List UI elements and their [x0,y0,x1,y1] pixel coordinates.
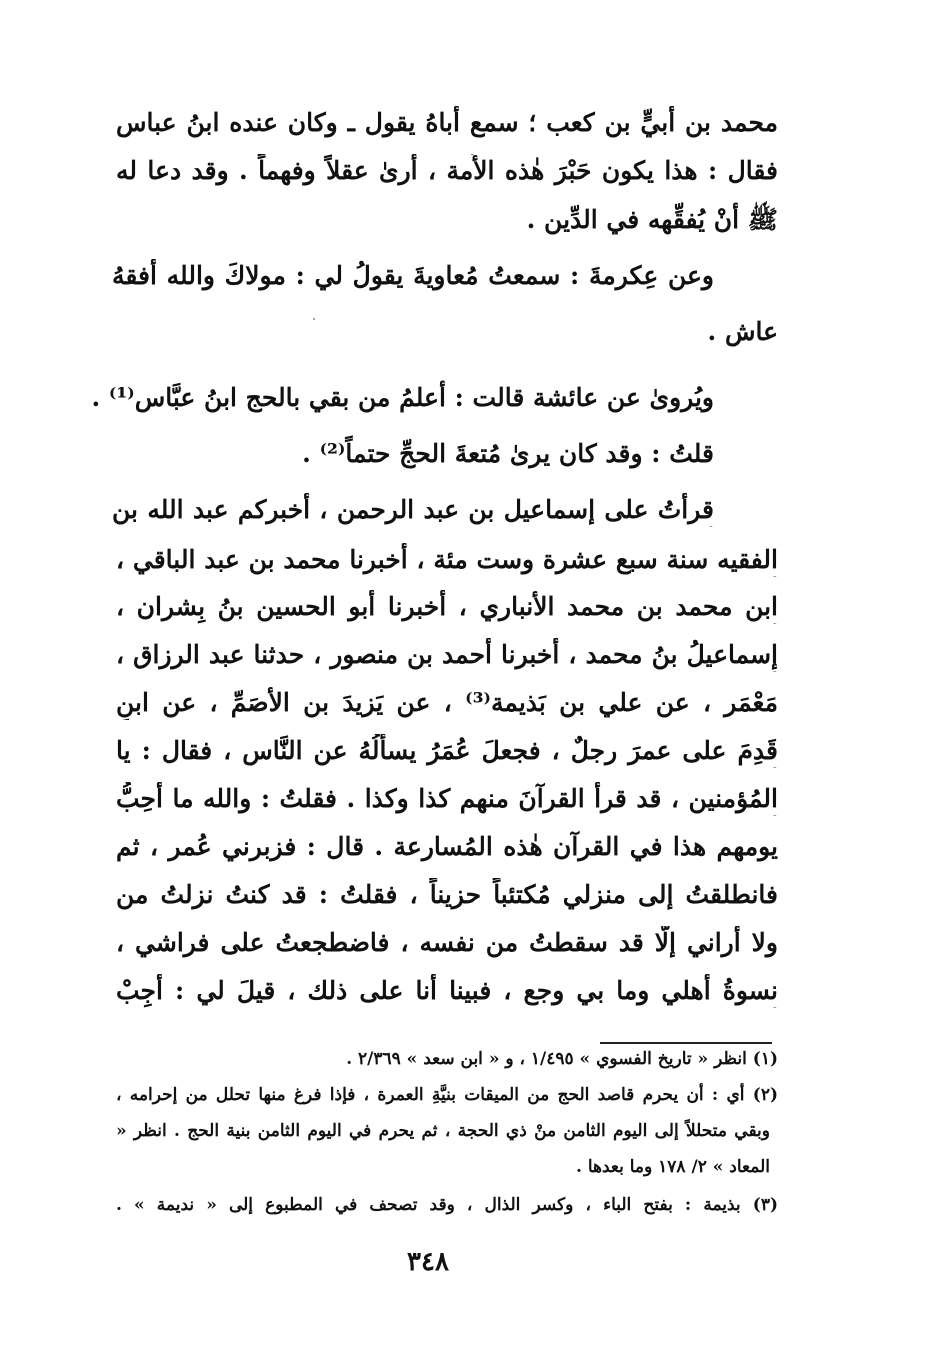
footnote-separator [600,1042,772,1044]
body-line-16: فانطلقتُ إلى منزلي مُكتئباً حزيناً ، فقلتُ : قد كنتُ نزلتُ من [116,880,778,909]
body-line-4: وعن عِكرمةَ : سمعتُ مُعاويةَ يقولُ لي : مولاكَ والله أفقهُ [112,261,714,290]
body-line-3: ﷺ أنْ يُفقِّهه في الدِّين . [526,205,778,234]
footnote-2-line-1: (٢) أي : أن يحرم قاصد الحج من الميقات بنيَّةِ العمرة ، فإذا فرغ منها تحلل من إحرامه ، [116,1085,778,1105]
footnote-3: (٣) بذيمة : بفتح الباء ، وكسر الذال ، وقد تصحف في المطبوع إلى « نديمة » . [116,1195,778,1215]
body-line-14: المُؤمنين ، قد قرأ القرآنَ منهم كذا وكذا . فقلتُ : والله ما أُحِبُّ [116,784,778,813]
body-line-7: قلتُ : وقد كان يرىٰ مُتعةَ الحجِّ حتماً⁽²⁾ . [302,439,714,468]
body-line-8: قرأتُ على إسماعيل بن عبد الرحمن ، أخبركم عبد الله بن [112,495,714,524]
body-line-18: نسوةُ أهلي وما بي وجع ، فبينا أنا على ذلك ، قيلَ لي : أَجِبْ [116,976,778,1005]
body-line-2: فقال : هذا يكون حَبْرَ هٰذه الأُمة ، أرىٰ عقلاً وفهماً . وقد دعا له [116,156,778,185]
body-line-17: ولا أُراني إلَّا قد سقطتُ من نفسه ، فاضطجعتُ على فراشي ، [116,928,778,957]
footnote-2-line-2: وبقي متحللاً إلى اليوم الثامن منْ ذي الحجة ، ثم يحرم في اليوم الثامن بنية الحج . انظر « [116,1121,770,1141]
body-line-5: عاش . [707,317,778,346]
body-line-15: يومهم هذا في القرآن هٰذه المُسارعة . قال : فزبرني عُمر ، ثم [116,832,778,861]
stray-mark [313,318,315,320]
body-line-10: ابن محمد بن محمد الأنباري ، أخبرنا أبو الحسين بنُ بِشران ، [116,592,778,621]
body-line-11: إسماعيلُ بنُ محمد ، أخبرنا أحمد بن منصور ، حدثنا عبد الرزاق ، [116,640,778,669]
page-number: ٣٤٨ [407,1247,449,1277]
footnote-1: (١) انظر « تاريخ الفسوي » ١/٤٩٥ ، و « ابن سعد » ٢/٣٦٩ . [346,1049,778,1069]
footnote-2-line-3: المعاد » ٢/ ١٧٨ وما بعدها . [575,1157,770,1177]
body-line-1: محمد بن أُبيٍّ بن كعب ؛ سمع أباهُ يقول ـ وكان عنده ابنُ عباس [116,108,778,137]
body-line-13: قَدِمَ على عمرَ رجلٌ ، فجعلَ عُمَرُ يسألُهُ عن النَّاس ، فقال : يا [116,736,778,765]
body-line-9: الفقيه سنة سبع عشرة وست مئة ، أخبرنا محمد بن عبد الباقي ، [116,545,778,574]
body-line-6: ويُروىٰ عن عائشة قالت : أعلمُ من بقي بالحج ابنُ عبَّاس⁽¹⁾ . [91,383,714,412]
body-line-12: مَعْمَر ، عن علي بن بَذيمة⁽³⁾ ، عن يَزيدَ بن الأصَمِّ ، عن ابنِ [116,688,778,717]
